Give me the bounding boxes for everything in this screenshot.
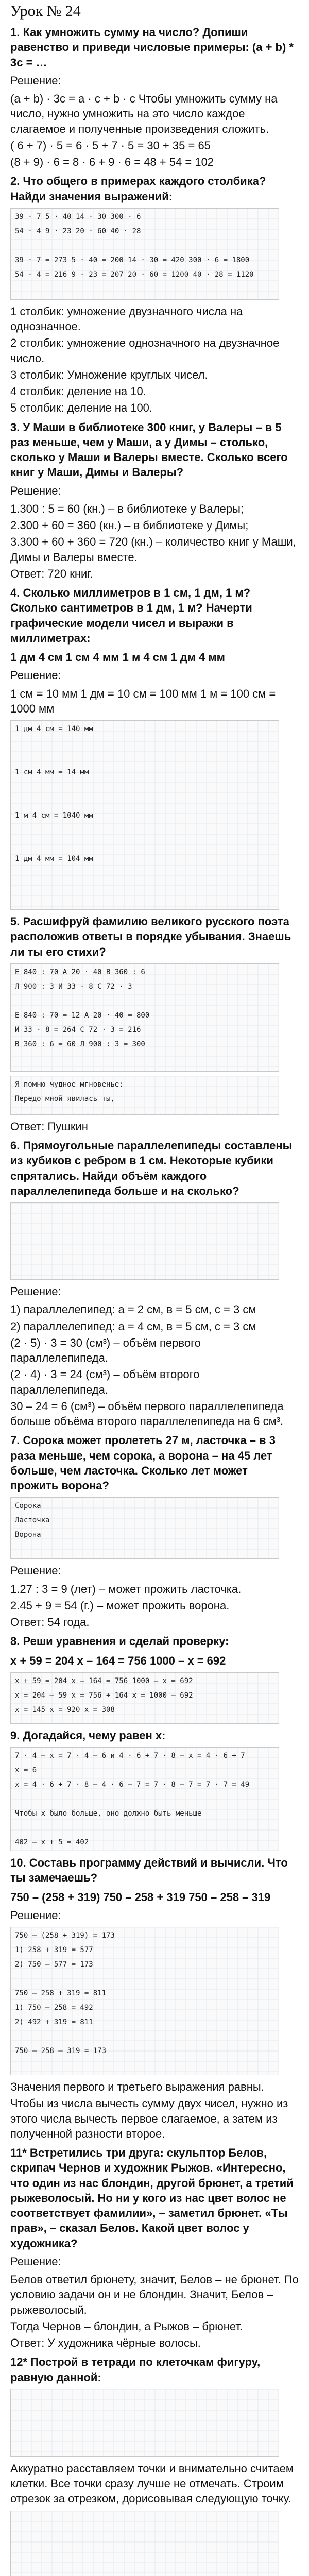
solution-line: Белов ответил брюнету, значит, Белов – не брюнет. По условию задачи он и не блондин. Значит, Белов – рыжеволосый.: [10, 2273, 299, 2316]
task-text: 7. Сорока может пролететь 27 м, ласточка – в 3 раза меньше, чем сорока, а ворона – на 45 лет больше, чем ласточка. Сколько лет может прожить ворона?: [10, 1434, 276, 1492]
figure-text-line: 402 – x + 5 = 402: [15, 1838, 89, 1846]
figure-text-line: Сорока: [15, 1502, 41, 1511]
figure-text-line: E 840 : 70 A 20 · 40 B 360 : 6: [15, 968, 145, 976]
figure-text-line: 7 · 4 – x = 7 · 4 – 6 и 4 · 6 + 7 · 8 – x = 4 · 6 + 7: [15, 1752, 245, 1760]
figure-text-line: 39 · 7 = 273 5 · 40 = 200 14 · 30 = 420 300 · 6 = 1800: [15, 256, 250, 264]
task-text: 1. Как умножить сумму на число? Допиши равенство и приведи числовые примеры: (a + b) * 3c = …: [10, 26, 294, 69]
solution-label: Решение:: [10, 74, 61, 87]
solution-line: ( 6 + 7) · 5 = 6 · 5 + 7 · 5 = 30 + 35 = 65: [10, 139, 211, 152]
figure-text-line: Я помню чудное мгновенье:: [15, 1080, 124, 1089]
solution-line: 30 – 24 = 6 (см³) – объём первого параллелепипеда больше объёма второго параллелепипеда на 6 см³.: [10, 1399, 284, 1428]
solution-figure: [10, 1076, 279, 1115]
task-text: 750 – (258 + 319) 750 – 258 + 319 750 – 258 – 319: [10, 1890, 271, 1904]
figure-text-line: x = 6: [15, 1766, 37, 1774]
solution-line: Ответ: У художника чёрные волосы.: [10, 2336, 201, 2349]
solution-line: 3 столбик: Умножение круглых чисел.: [10, 368, 208, 381]
figure-text-line: Ласточка: [15, 1516, 50, 1525]
solution-line: Ответ: 720 книг.: [10, 567, 93, 580]
task-text: 5. Расшифруй фамилию великого русского поэта расположив ответы в порядке убывания. Знаешь ли ты его стихи?: [10, 915, 291, 958]
solution-label: Решение:: [10, 1908, 61, 1922]
figure-text-line: 1 дм 4 мм = 104 мм: [15, 855, 93, 863]
figure-text-line: 2) 750 – 577 = 173: [15, 1960, 93, 1969]
solution-line: 1 см = 10 мм 1 дм = 10 см = 100 мм 1 м = 100 см = 1000 мм: [10, 687, 276, 715]
task-text: 1 дм 4 см 1 см 4 мм 1 м 4 см 1 дм 4 мм: [10, 651, 225, 664]
solution-figure: [10, 1672, 279, 1724]
solution-line: 2.300 + 60 = 360 (кн.) – в библиотеке у Димы;: [10, 519, 249, 532]
solution-line: Тогда Чернов – блондин, а Рыжов – брюнет.: [10, 2319, 243, 2333]
solution-label: Решение:: [10, 2255, 61, 2268]
solution-figure: [10, 1747, 279, 1851]
figure-text-line: 54 · 4 = 216 9 · 23 = 207 20 · 60 = 1200 40 · 28 = 1120: [15, 270, 254, 279]
lesson-content: [10, 25, 299, 2576]
solution-line: 5 столбик: деление на 100.: [10, 401, 153, 415]
task-text: 8. Реши уравнения и сделай проверку:: [10, 1635, 229, 1648]
solution-line: 1.27 : 3 = 9 (лет) – может прожить ласточка.: [10, 1582, 242, 1596]
solution-label: Решение:: [10, 1285, 61, 1298]
figure-text-line: 2) 492 + 319 = 811: [15, 2018, 93, 2026]
solution-line: Чтобы из числа вычесть сумму двух чисел, нужно из этого числа вычесть первое слагаемое, а затем из полученной разности второе.: [10, 2097, 288, 2140]
task-text: 3. У Маши в библиотеке 300 книг, у Валеры – в 5 раз меньше, чем у Маши, а у Димы – столько, сколько у Маши и Валеры вместе. Сколько всего книг у Маши, Димы и Валеры?: [10, 420, 288, 479]
page-title: Урок № 24: [10, 3, 81, 20]
figure-text-line: x + 59 = 204 x – 164 = 756 1000 – x = 692: [15, 1676, 193, 1685]
figure-text-line: 750 – 258 – 319 = 173: [15, 2047, 107, 2055]
figure-text-line: Л 900 : 3 И 33 · 8 C 72 · 3: [15, 982, 132, 991]
figure-text-line: E 840 : 70 = 12 A 20 · 40 = 800: [15, 1011, 150, 1020]
figure-text-line: 1 дм 4 см = 140 мм: [15, 725, 93, 733]
solution-line: 1.300 : 5 = 60 (кн.) – в библиотеке у Валеры;: [10, 502, 244, 515]
solution-line: Ответ: 54 года.: [10, 1616, 90, 1629]
figure-text-line: B 360 : 6 = 60 Л 900 : 3 = 300: [15, 1040, 145, 1048]
solution-figure: [10, 1497, 279, 1559]
task-text: 12* Построй в тетради по клеточкам фигуру, равную данной:: [10, 2355, 261, 2384]
solution-line: Ответ: Пушкин: [10, 1120, 88, 1133]
solution-figure: [10, 1927, 279, 2075]
solution-label: Решение:: [10, 484, 61, 497]
solution-line: 2 столбик: умножение однозначного на двузначное число.: [10, 336, 280, 365]
task-text: 9. Догадайся, чему равен x:: [10, 1728, 166, 1742]
solution-line: 2.45 + 9 = 54 (г.) – может прожить ворона.: [10, 1599, 230, 1612]
solution-label: Решение:: [10, 669, 61, 682]
solution-figure: [10, 208, 279, 300]
solution-line: (8 + 9) · 6 = 8 · 6 + 9 · 6 = 48 + 54 = 102: [10, 156, 214, 168]
solution-line: 1 столбик: умножение двузначного числа на однозначное.: [10, 304, 243, 333]
task-text: 6. Прямоугольные параллелепипеды составлены из кубиков с ребром в 1 см. Некоторые кубики спрятались. Найди объём каждого параллелепипеда больше и на сколько?: [10, 1139, 293, 1197]
task-text: x + 59 = 204 x – 164 = 756 1000 – x = 692: [10, 1654, 226, 1667]
solution-label: Решение:: [10, 1564, 61, 1578]
task-text: 4. Сколько миллиметров в 1 см, 1 дм, 1 м? Сколько сантиметров в 1 дм, 1 м? Начерти графические модели чисел и выражи в миллиметрах:: [10, 586, 252, 645]
solution-line: 1) параллелепипед: a = 2 см, в = 5 см, c = 3 см: [10, 1303, 256, 1316]
task-text: 11* Встретились три друга: скульптор Белов, скрипач Чернов и художник Рыжов. «Интересно, что один из нас блондин, другой брюнет, а третий рыжеволосый. Но ни у кого из нас цвет волос не соответствует фамилии», – заметил брюнет. «Ты прав», – сказал Белов. Какой цвет волос у художника?: [10, 2146, 294, 2250]
solution-line: (2 · 5) · 3 = 30 (см³) – объём первого параллелепипеда.: [10, 1336, 201, 1364]
solution-figure: [10, 2511, 279, 2576]
figure-text-line: И 33 · 8 = 264 C 72 · 3 = 216: [15, 1025, 141, 1034]
figure-text-line: 1 м 4 см = 1040 мм: [15, 811, 93, 820]
figure-text-line: 54 · 4 9 · 23 20 · 60 40 · 28: [15, 227, 141, 235]
solution-line: Значения первого и третьего выражения равны.: [10, 2080, 264, 2093]
solution-figure: [10, 720, 279, 910]
task-text: 10. Составь программу действий и вычисли. Что ты замечаешь?: [10, 1856, 288, 1885]
figure-text-line: Ворона: [15, 1531, 41, 1539]
figure-text-line: Передо мной явилась ты,: [15, 1094, 115, 1103]
solution-figure: [10, 1202, 279, 1280]
solution-figure: [10, 2389, 279, 2457]
solution-figure: [10, 963, 279, 1072]
figure-text-line: 39 · 7 5 · 40 14 · 30 300 · 6: [15, 212, 141, 221]
figure-text-line: 750 – (258 + 319) = 173: [15, 1931, 115, 1940]
solution-line: (2 · 4) · 3 = 24 (см³) – объём второго параллелепипеда.: [10, 1368, 200, 1396]
figure-text-line: x = 204 – 59 x = 756 + 164 x = 1000 – 692: [15, 1691, 193, 1700]
solution-line: Аккуратно расставляем точки и внимательно считаем клетки. Все точки сразу лучше не отмечать. Строим отрезок за отрезком, дорисовывая следующую точку.: [10, 2462, 294, 2505]
solution-line: 2) параллелепипед: a = 4 см, в = 5 см, c = 3 см: [10, 1319, 256, 1333]
task-text: 2. Что общего в примерах каждого столбика? Найди значения выражений:: [10, 175, 266, 203]
solution-line: 3.300 + 60 + 360 = 720 (кн.) – количество книг у Маши, Димы и Валеры вместе.: [10, 535, 296, 564]
figure-text-line: 750 – 258 + 319 = 811: [15, 1989, 107, 1997]
figure-text-line: 1 см 4 мм = 14 мм: [15, 768, 89, 776]
solution-line: (a + b) · 3c = a · c + b · c Чтобы умножить сумму на число, нужно умножить на это число каждое слагаемое и полученные произведения сложить.: [10, 92, 278, 135]
figure-text-line: x = 145 x = 920 x = 308: [15, 1705, 115, 1714]
figure-text-line: х = 4 · 6 + 7 · 8 – 4 · 6 – 7 = 7 · 8 – 7 = 7 · 7 = 49: [15, 1781, 250, 1789]
figure-text-line: 1) 750 – 258 = 492: [15, 2004, 93, 2012]
figure-text-line: Чтобы x было больше, оно должно быть меньше: [15, 1809, 202, 1818]
solution-line: 4 столбик: деление на 10.: [10, 385, 146, 398]
figure-text-line: 1) 258 + 319 = 577: [15, 1946, 93, 1954]
